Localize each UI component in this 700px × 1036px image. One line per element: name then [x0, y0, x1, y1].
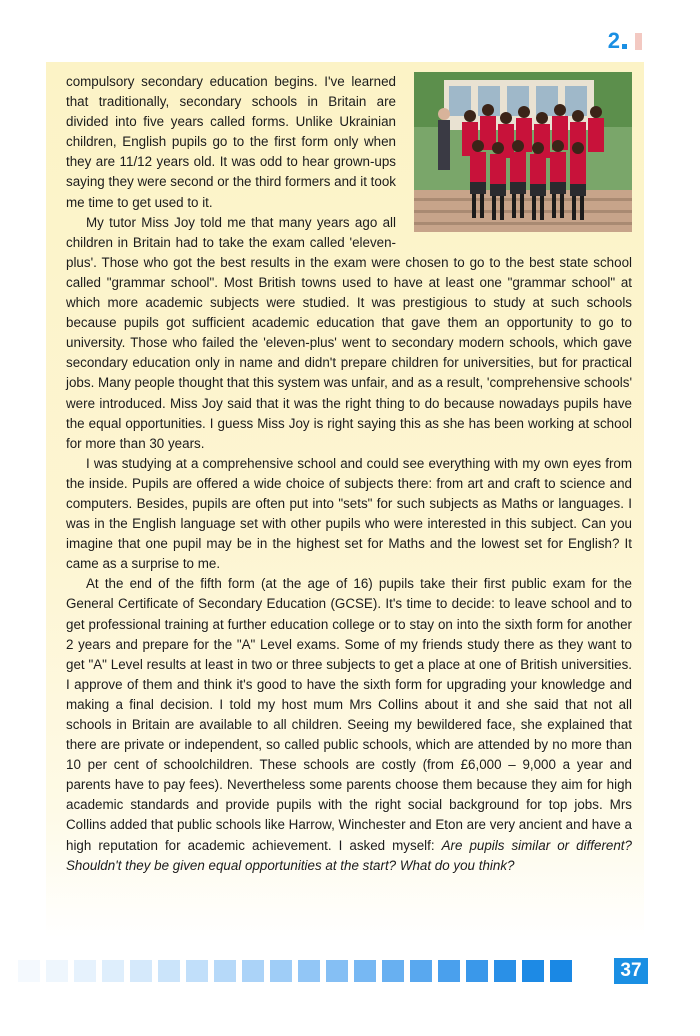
footer-square	[354, 960, 376, 982]
footer-square	[550, 960, 572, 982]
paragraph-1: compulsory secondary education begins. I've learned that traditionally, secondary schools in Britain are divided into five years called forms. Unlike Ukrainian children, English pupils go to the first form only when they are 11/12 years old. It was odd to hear grown-ups saying they were second or the third formers and it took me time to get used to it.	[66, 74, 396, 210]
footer-square	[158, 960, 180, 982]
article-text	[66, 72, 632, 876]
footer-square	[298, 960, 320, 982]
paragraph-4	[66, 574, 632, 875]
page-number: 37	[614, 958, 648, 984]
section-number: 2	[607, 28, 620, 53]
footer-square	[410, 960, 432, 982]
paragraph-4-text: At the end of the fifth form (at the age of 16) pupils take their first public exam for the General Certificate of Secondary Education (GCSE). It's time to decide: to leave school and to get professional training at further education college or to stay on into the sixth form for another 2 years and prepare for the "A" Level exams. Some of my friends study there as they want to get "A" Level results at least in two or three subjects to get a place at one of British universities. I approve of them and think it's good to have the sixth form for upgrading your knowledge and making a final decision. I told my host mum Mrs Collins about it and she said that not all schools in Britain are available to all children. Seeing my bewildered face, she explained that there are private or independent, so called public schools, which are attended by no more than 10 per cent of schoolchildren. These schools are costly (from £6,000 – 9,000 a year and parents have to pay fees). Nevertheless some parents choose them because they aim for high academic standards and provide pupils with the right social background for top jobs. Mrs Collins added that public schools like Harrow, Winchester and Eton are very ancient and have a high reputation for academic achievement. I asked myself:	[66, 576, 632, 853]
footer-square	[74, 960, 96, 982]
footer-square	[466, 960, 488, 982]
footer-square	[494, 960, 516, 982]
footer-square	[186, 960, 208, 982]
footer-square	[438, 960, 460, 982]
footer-square	[130, 960, 152, 982]
footer-square	[326, 960, 348, 982]
footer-square	[102, 960, 124, 982]
section-marker	[608, 30, 642, 52]
footer-square	[18, 960, 40, 982]
footer-square	[522, 960, 544, 982]
footer-square	[382, 960, 404, 982]
footer-square	[214, 960, 236, 982]
closing-question: Are pupils similar or different? Shouldn't they be given equal opportunities at the start? What do you think?	[66, 837, 632, 873]
footer-decoration	[18, 960, 572, 982]
footer-square	[242, 960, 264, 982]
paragraph-2: My tutor Miss Joy told me that many years ago all children in Britain had to take the exam called 'eleven-plus'. Those who got the best results in the exam were chosen to go to the best state school called "grammar school". Most British towns used to have at least one "grammar school" at which more academic subjects were studied. It was prestigious to study at such schools because pupils got sufficient academic education that gave them an opportunity to go to university. Those who failed the 'eleven-plus' went to secondary modern schools, which gave secondary education only in name and didn't prepare children for universities, but for practical jobs. Many people thought that this system was unfair, and as a result, 'comprehensive schools' were introduced. Miss Joy said that it was the right thing to do because nowadays pupils have the equal opportunities. I guess Miss Joy is right saying this as she has been working at school for more than 30 years.	[66, 214, 632, 451]
photo-placeholder	[396, 72, 632, 238]
paragraph-3: I was studying at a comprehensive school and could see everything with my own eyes from the inside. Pupils are offered a wide choice of subjects there: from art and craft to science and computers. Besides, pupils are often put into "sets" for such subjects as Maths or languages. I was in the English language set with other pupils who were interested in this subject. Can you imagine that one pupil may be in the highest set for Maths and the lowest set for English? It came as a surprise to me.	[66, 455, 632, 572]
footer-square	[46, 960, 68, 982]
section-dot	[622, 44, 627, 49]
footer-square	[270, 960, 292, 982]
section-bar	[635, 33, 642, 50]
